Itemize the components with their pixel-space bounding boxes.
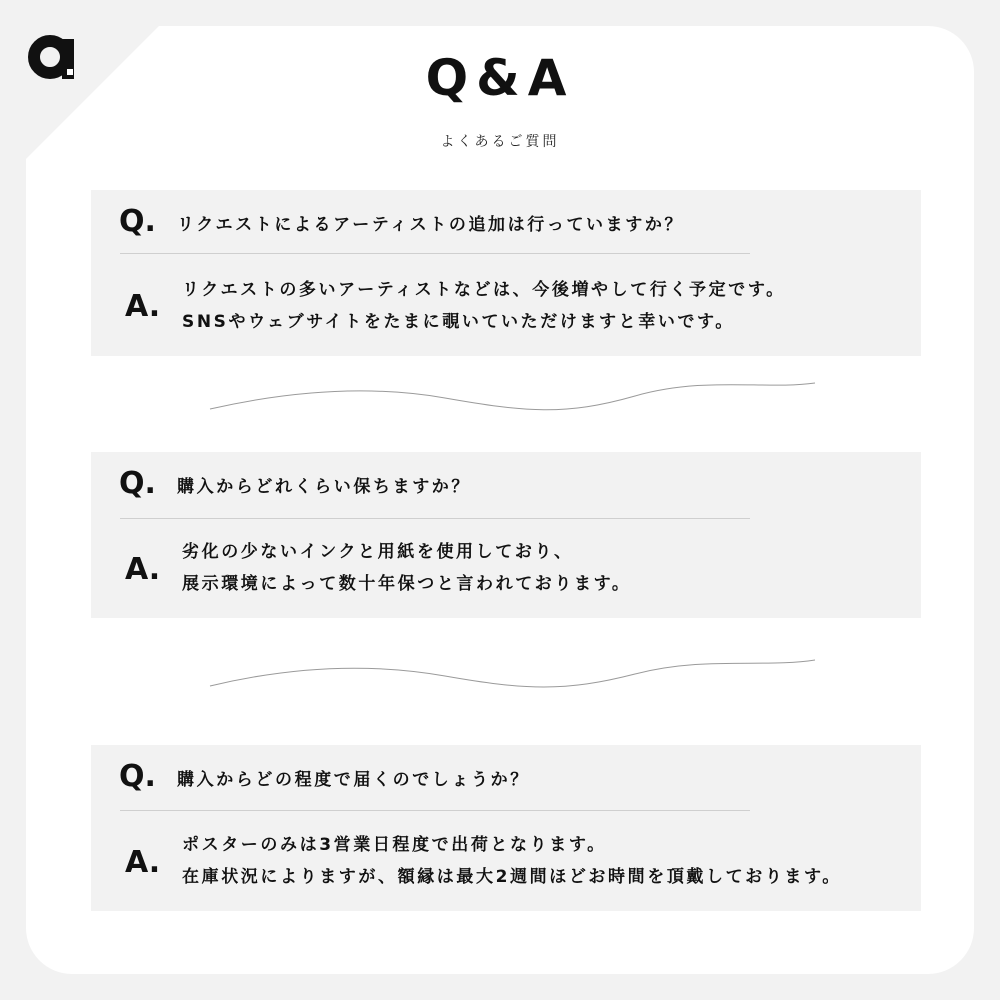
question-row <box>119 464 471 504</box>
qa-item <box>91 745 921 911</box>
divider <box>120 518 750 519</box>
answer-line: 在庫状況によりますが、額縁は最大2週間ほどお時間を頂戴しております。 <box>182 867 842 887</box>
question-text: 購入からどれくらい保ちますか？ <box>177 476 471 497</box>
answer-text <box>182 274 786 338</box>
answer-line: SNSやウェブサイトをたまに覗いていただけますと幸いです。 <box>182 312 735 332</box>
question-row <box>119 202 684 242</box>
page-title: Q&A <box>425 49 575 107</box>
answer-line: 展示環境によって数十年保つと言われております。 <box>182 574 632 594</box>
question-label: Q. <box>119 466 156 501</box>
answer-line: リクエストの多いアーティストなどは、今後増やして行く予定です。 <box>182 280 786 300</box>
answer-label: A. <box>125 552 161 587</box>
answer-line: 劣化の少ないインクと用紙を使用しており、 <box>182 542 574 562</box>
question-text: 購入からどの程度で届くのでしょうか？ <box>177 769 530 790</box>
qa-item <box>91 452 921 618</box>
divider <box>120 810 750 811</box>
answer-line: ポスターのみは3営業日程度で出荷となります。 <box>182 835 607 855</box>
wave-divider <box>205 378 820 418</box>
question-row <box>119 757 530 797</box>
page-subtitle: よくあるご質問 <box>440 134 560 150</box>
wave-divider <box>205 654 820 694</box>
qa-item <box>91 190 921 356</box>
answer-text <box>182 536 631 600</box>
divider <box>120 253 750 254</box>
answer-label: A. <box>125 289 161 324</box>
question-text: リクエストによるアーティストの追加は行っていますか？ <box>177 214 685 235</box>
answer-label: A. <box>125 845 161 880</box>
question-label: Q. <box>119 204 156 239</box>
answer-text <box>182 829 842 893</box>
question-label: Q. <box>119 759 156 794</box>
